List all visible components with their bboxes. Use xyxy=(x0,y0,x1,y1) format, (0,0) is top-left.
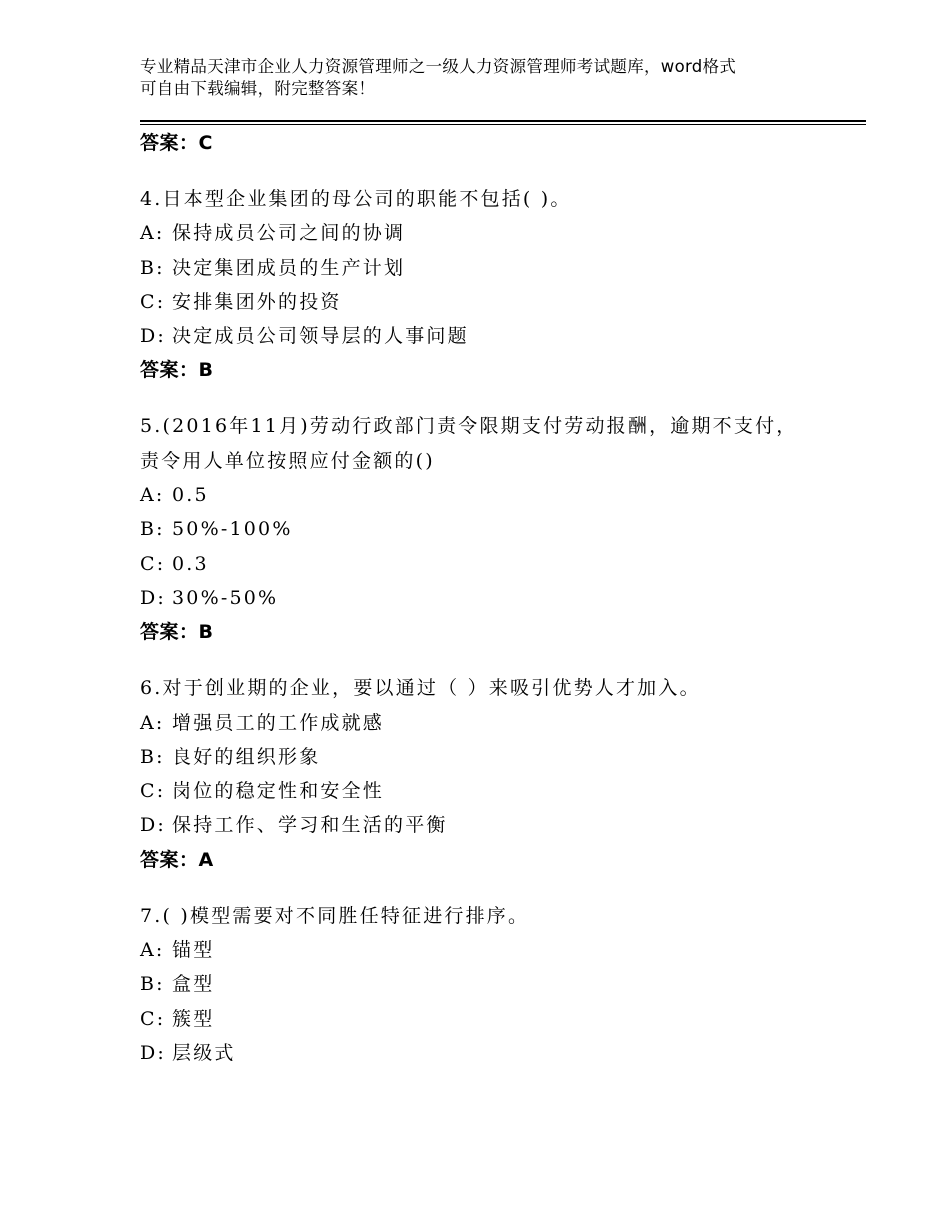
option-item xyxy=(140,808,840,842)
option-item xyxy=(140,478,840,512)
option-text: 决定集团成员的生产计划 xyxy=(172,256,406,279)
question-block xyxy=(140,409,840,649)
document-body xyxy=(140,126,840,1070)
option-item xyxy=(140,706,840,740)
answer-line: 答案：A xyxy=(140,848,214,871)
header-line-1: 专业精品天津市企业人力资源管理师之一级人力资源管理师考试题库，word格式 xyxy=(140,57,737,76)
option-key: B: xyxy=(140,745,165,768)
option-item xyxy=(140,216,840,250)
answer-line: 答案：C xyxy=(140,132,213,154)
option-text: 0.5 xyxy=(172,484,209,507)
option-text: 簇型 xyxy=(172,1007,215,1030)
document-header xyxy=(140,56,820,100)
option-key: A: xyxy=(140,711,165,734)
option-item xyxy=(140,933,840,967)
option-item xyxy=(140,740,840,774)
option-key: C: xyxy=(140,552,166,575)
option-key: D: xyxy=(140,586,167,609)
question-block xyxy=(140,182,840,387)
header-line-2: 可自由下载编辑，附完整答案！ xyxy=(140,79,376,98)
option-key: A: xyxy=(140,939,165,962)
option-key: B: xyxy=(140,518,165,541)
option-item xyxy=(140,319,840,353)
question-text: 6.对于创业期的企业，要以通过（ ）来吸引优势人才加入。 xyxy=(140,677,701,700)
question-text: 7.( )模型需要对不同胜任特征进行排序。 xyxy=(140,904,530,927)
answer-line: 答案：B xyxy=(140,359,214,382)
option-text: 良好的组织形象 xyxy=(172,745,321,768)
option-text: 保持成员公司之间的协调 xyxy=(172,222,406,245)
option-key: A: xyxy=(140,484,165,507)
option-item xyxy=(140,581,840,615)
option-key: B: xyxy=(140,973,165,996)
option-text: 增强员工的工作成就感 xyxy=(172,711,385,734)
option-key: A: xyxy=(140,222,165,245)
option-text: 岗位的稳定性和安全性 xyxy=(172,780,385,803)
question-block xyxy=(140,899,840,1070)
option-key: D: xyxy=(140,814,167,837)
option-item xyxy=(140,251,840,285)
option-key: C: xyxy=(140,780,166,803)
option-item xyxy=(140,512,840,546)
option-text: 安排集团外的投资 xyxy=(172,290,342,313)
answer-line: 答案：B xyxy=(140,621,214,644)
option-text: 50%-100% xyxy=(172,518,293,541)
option-item xyxy=(140,1002,840,1036)
option-key: D: xyxy=(140,325,167,348)
option-key: C: xyxy=(140,290,166,313)
option-text: 保持工作、学习和生活的平衡 xyxy=(172,814,448,837)
question-block xyxy=(140,671,840,876)
option-item xyxy=(140,1036,840,1070)
option-key: D: xyxy=(140,1041,167,1064)
option-text: 决定成员公司领导层的人事问题 xyxy=(172,325,469,348)
option-key: B: xyxy=(140,256,165,279)
option-text: 30%-50% xyxy=(172,586,279,609)
option-key: C: xyxy=(140,1007,166,1030)
question-text: 5.(2016年11月)劳动行政部门责令限期支付劳动报酬，逾期不支付， xyxy=(140,415,798,438)
option-item xyxy=(140,285,840,319)
option-item xyxy=(140,967,840,1001)
option-text: 0.3 xyxy=(172,552,209,575)
option-item xyxy=(140,547,840,581)
header-divider xyxy=(140,120,866,125)
question-text: 4.日本型企业集团的母公司的职能不包括( )。 xyxy=(140,188,572,210)
option-text: 盒型 xyxy=(172,973,215,996)
question-text: 责令用人单位按照应付金额的() xyxy=(140,449,435,472)
option-item xyxy=(140,774,840,808)
option-text: 层级式 xyxy=(172,1041,236,1064)
option-text: 锚型 xyxy=(172,939,215,962)
